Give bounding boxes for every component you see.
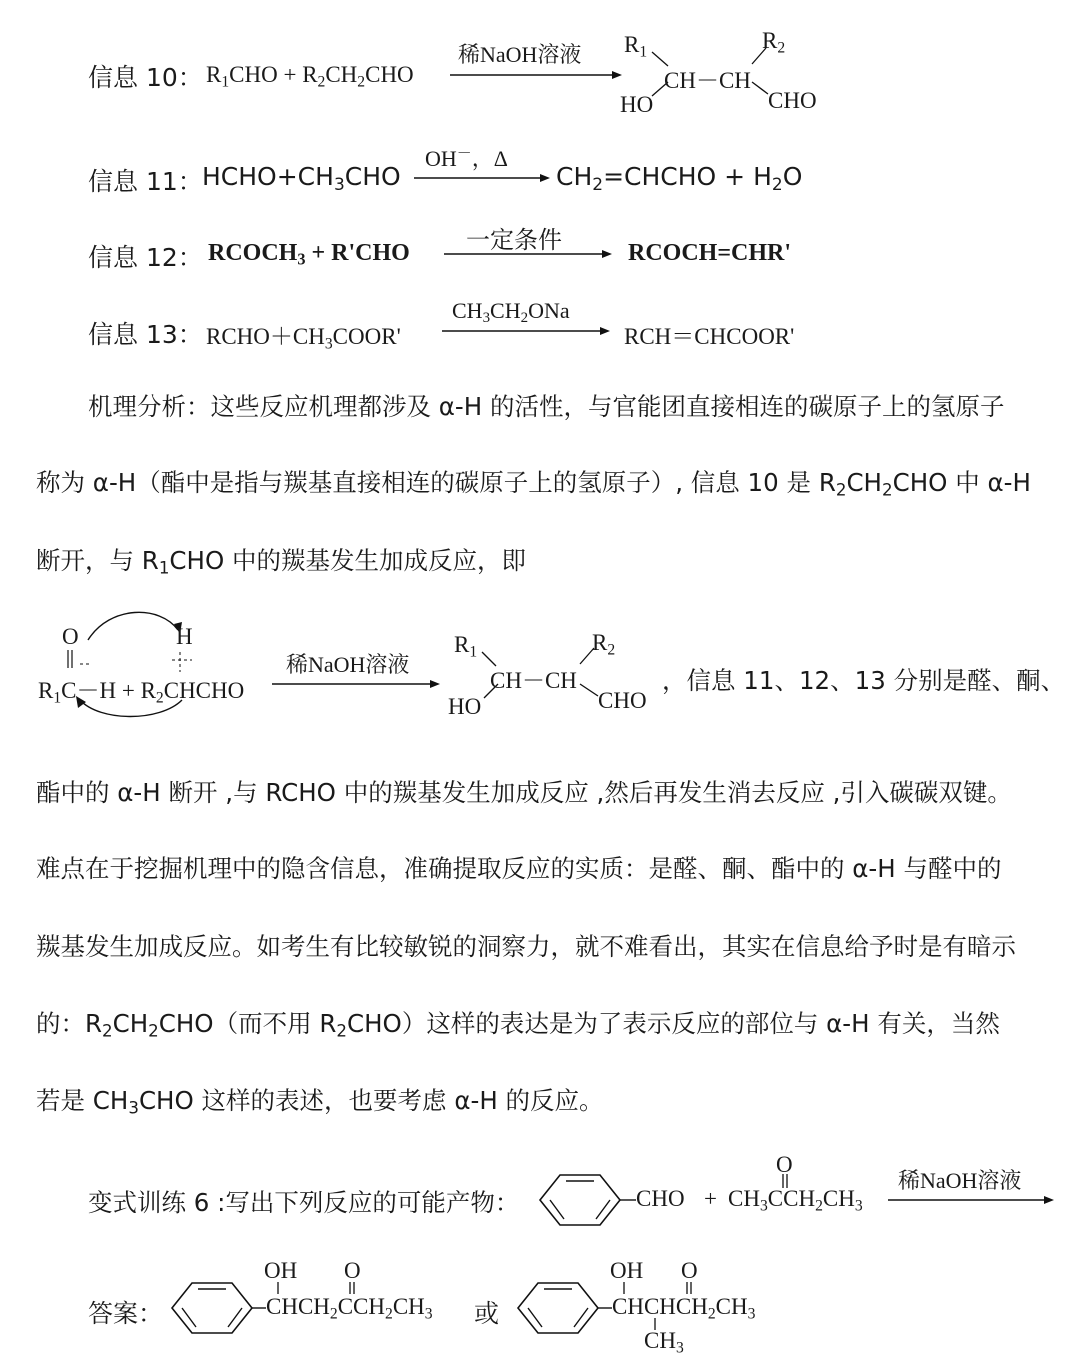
exercise-ketone: $CH_3CCH_2CH_3$ bbox=[728, 1186, 863, 1215]
info13-product: RCH＝CHCOOR' bbox=[624, 324, 795, 349]
info11-reactants: $HCHO+CH_3CHO$ bbox=[202, 162, 401, 195]
info10-product-ho: HO bbox=[620, 92, 654, 117]
info10-condition: 稀NaOH溶液 bbox=[458, 42, 582, 67]
info10-label: 信息 10： bbox=[88, 63, 203, 92]
info12-condition: 一定条件 bbox=[466, 226, 562, 254]
answer1-o: O bbox=[344, 1258, 361, 1283]
paragraph-3: 羰基发生加成反应。如考生有比较敏锐的洞察力，就不难看出，其实在信息给予时是有暗示 bbox=[36, 932, 1016, 961]
mechanism-line2: 称为 α-H（酯中是指与羰基直接相连的碳原子上的氢原子）, 信息 10 是 $R_2CH_2CHO$ 中 α-H bbox=[36, 468, 1031, 500]
scheme-tail-text: ，信息 11、12、13 分别是醛、酮、 bbox=[662, 666, 1066, 695]
paragraph-1: 酯中的 α-H 断开 ,与 RCHO 中的羰基发生加成反应 ,然后再发生消去反应 ,引入碳碳双键。 bbox=[36, 778, 1012, 807]
answer1-formula: $CHCH_2CCH_2CH_3$ bbox=[266, 1294, 433, 1323]
paragraph-5: 若是 $CH_3CHO$ 这样的表述，也要考虑 α-H 的反应。 bbox=[36, 1086, 604, 1118]
answer-or: 或 bbox=[474, 1299, 500, 1328]
exercise-ketone-o: O bbox=[776, 1152, 793, 1177]
benzene-ring-icon bbox=[518, 1283, 598, 1333]
answer-label: 答案： bbox=[88, 1299, 164, 1328]
info13-reactants: $RCHO+CH_3COOR'$ bbox=[206, 324, 401, 353]
scheme-h-label: H bbox=[176, 624, 193, 649]
scheme-product-cho: CHO bbox=[598, 688, 647, 713]
info12-reactants: $RCOCH_3 + R'CHO$ bbox=[208, 240, 410, 269]
answer2-methyl: $CH_3$ bbox=[644, 1328, 684, 1357]
answer2-oh: OH bbox=[610, 1258, 644, 1283]
scheme-condition: 稀NaOH溶液 bbox=[286, 652, 410, 677]
info12-product: RCOCH=CHR' bbox=[628, 240, 792, 266]
paragraph-2: 难点在于挖掘机理中的隐含信息，准确提取反应的实质：是醛、酮、酯中的 α-H 与醛中的 bbox=[36, 854, 1002, 883]
scheme-product-r1: $R_1$ bbox=[454, 632, 478, 661]
info10-product-r1: $R_1$ bbox=[624, 32, 648, 61]
scheme-reactants: $R_1C-H$ + $R_2CHCHO$ bbox=[38, 678, 245, 707]
exercise-label: 变式训练 6 :写出下列反应的可能产物： bbox=[88, 1188, 520, 1217]
info10-product-chain: CH－CH bbox=[664, 68, 751, 93]
info12-label: 信息 12： bbox=[88, 243, 203, 272]
benzene-ring-icon bbox=[172, 1283, 252, 1333]
scheme-product-chain: CH－CH bbox=[490, 668, 577, 693]
mechanism-line3: 断开，与 $R_1CHO$ 中的羰基发生加成反应，即 bbox=[36, 546, 527, 578]
exercise-cho: CHO bbox=[636, 1186, 685, 1211]
paragraph-4: 的：$R_2CH_2CHO$（而不用 $R_2CHO$）这样的表达是为了表示反应的部位与 α-H 有关，当然 bbox=[36, 1009, 1000, 1041]
info10-reactants: $R_1CHO + R_2CH_2CHO$ bbox=[206, 62, 414, 91]
info11-products: $CH_2=CHCHO + H_2O$ bbox=[556, 162, 803, 195]
info11-label: 信息 11： bbox=[88, 167, 203, 196]
scheme-product-r2: $R_2$ bbox=[592, 630, 616, 659]
mechanism-line1: 机理分析：这些反应机理都涉及 α-H 的活性，与官能团直接相连的碳原子上的氢原子 bbox=[88, 392, 1005, 421]
answer2-formula: $CHCHCH_2CH_3$ bbox=[612, 1294, 756, 1323]
info10-product-r2: $R_2$ bbox=[762, 28, 786, 57]
info13-condition: $CH_3CH_2ONa$ bbox=[452, 298, 570, 327]
answer1-oh: OH bbox=[264, 1258, 298, 1283]
scheme-o-label: O bbox=[62, 624, 79, 649]
answer2-o: O bbox=[681, 1258, 698, 1283]
exercise-plus: + bbox=[704, 1186, 717, 1211]
info11-condition: OH－，Δ bbox=[425, 145, 508, 171]
exercise-condition: 稀NaOH溶液 bbox=[898, 1168, 1022, 1193]
info10-product-cho: CHO bbox=[768, 88, 817, 113]
info13-label: 信息 13： bbox=[88, 320, 203, 349]
scheme-product-ho: HO bbox=[448, 694, 482, 719]
